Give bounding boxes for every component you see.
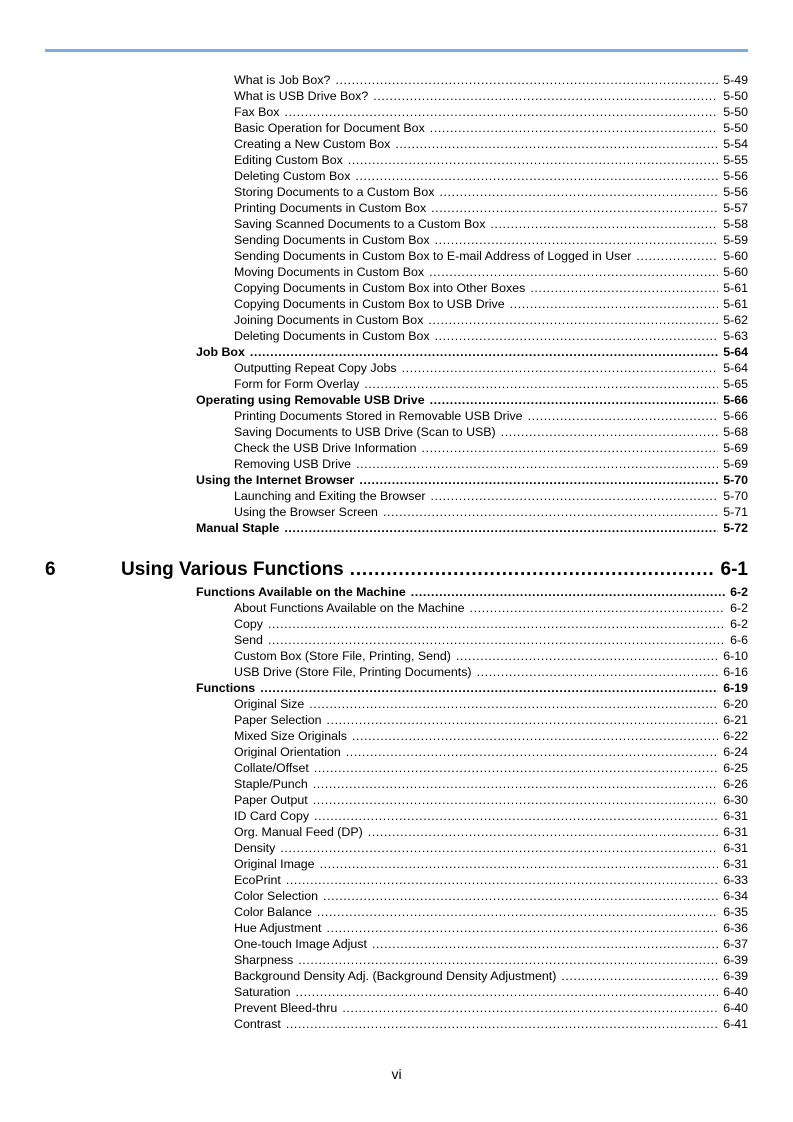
dot-leader	[490, 216, 718, 232]
toc-entry-title: Printing Documents in Custom Box	[234, 201, 427, 215]
toc-entry-page: 5-70	[723, 473, 748, 487]
toc-entry-page: 6-40	[723, 1001, 748, 1015]
toc-entry-title: Storing Documents to a Custom Box	[234, 185, 435, 199]
toc-entry-page: 5-69	[723, 457, 748, 471]
toc-entry-page: 6-24	[723, 745, 748, 759]
dot-leader	[428, 312, 718, 328]
toc-entry[interactable]	[0, 232, 748, 248]
dot-leader	[313, 776, 718, 792]
toc-entry[interactable]	[0, 808, 748, 824]
toc-entry-page: 6-16	[723, 665, 748, 679]
dot-leader	[372, 936, 718, 952]
toc-entry-page: 6-35	[723, 905, 748, 919]
dot-leader	[636, 248, 718, 264]
toc-entry-title: Send	[234, 633, 263, 647]
toc-entry-title: Saving Scanned Documents to a Custom Box	[234, 217, 486, 231]
toc-entry-page: 5-60	[723, 249, 748, 263]
toc-entry-title: Copying Documents in Custom Box into Other Boxes	[234, 281, 526, 295]
dot-leader	[528, 408, 719, 424]
dot-leader	[286, 1016, 718, 1032]
toc-entry-page: 6-31	[723, 825, 748, 839]
toc-entry-title: Outputting Repeat Copy Jobs	[234, 361, 397, 375]
toc-entry-page: 6-34	[723, 889, 748, 903]
dot-leader	[429, 264, 718, 280]
toc-entry-page: 5-50	[723, 105, 748, 119]
toc-entry[interactable]	[0, 1000, 748, 1016]
toc-entry-page: 5-49	[723, 73, 748, 87]
dot-leader	[298, 952, 718, 968]
toc-entry[interactable]	[0, 488, 748, 504]
toc-entry-title: Editing Custom Box	[234, 153, 343, 167]
toc-entry[interactable]	[0, 216, 748, 232]
toc-entry[interactable]	[0, 104, 748, 120]
dot-leader	[431, 200, 718, 216]
toc-entry-title: ID Card Copy	[234, 809, 310, 823]
toc-entry[interactable]	[0, 840, 748, 856]
toc-entry-title: Paper Output	[234, 793, 308, 807]
toc-entry-title: Original Image	[234, 857, 315, 871]
toc-entry-title: Basic Operation for Document Box	[234, 121, 425, 135]
dot-leader	[250, 344, 718, 360]
toc-entry-title: Original Orientation	[234, 745, 341, 759]
toc-entry-title: Launching and Exiting the Browser	[234, 489, 426, 503]
toc-section-entry[interactable]	[0, 520, 748, 536]
toc-entry-title: Printing Documents Stored in Removable USB Drive	[234, 409, 523, 423]
toc-entry-page: 5-66	[723, 409, 748, 423]
toc-entry-page: 5-66	[723, 393, 748, 407]
toc-entry[interactable]	[0, 904, 748, 920]
dot-leader	[326, 712, 718, 728]
toc-entry[interactable]	[0, 888, 748, 904]
toc-entry[interactable]	[0, 824, 748, 840]
toc-entry[interactable]	[0, 376, 748, 392]
toc-entry-page: 5-50	[723, 121, 748, 135]
toc-entry[interactable]	[0, 456, 748, 472]
toc-entry[interactable]	[0, 632, 748, 648]
toc-entry-title: EcoPrint	[234, 873, 281, 887]
toc-entry-title: One-touch Image Adjust	[234, 937, 367, 951]
toc-entry[interactable]	[0, 504, 748, 520]
toc-entry-title: Sending Documents in Custom Box to E-mail Address of Logged in User	[234, 249, 632, 263]
toc-entry-page: 5-62	[723, 313, 748, 327]
dot-leader	[350, 557, 715, 583]
toc-entry-page: 6-21	[723, 713, 748, 727]
toc-entry-title: Operating using Removable USB Drive	[196, 393, 425, 407]
toc-section-entry[interactable]	[0, 680, 748, 696]
toc-entry[interactable]	[0, 952, 748, 968]
toc-entry[interactable]	[0, 440, 748, 456]
toc-entry[interactable]	[0, 856, 748, 872]
toc-section-entry[interactable]	[0, 392, 748, 408]
toc-entry-page: 5-64	[723, 361, 748, 375]
toc-entry[interactable]	[0, 792, 748, 808]
toc-entry-page: 5-54	[723, 137, 748, 151]
chapter-title: Using Various Functions	[121, 559, 344, 580]
dot-leader	[284, 520, 718, 536]
dot-leader	[313, 792, 718, 808]
toc-entry[interactable]	[0, 136, 748, 152]
toc-entry-title: Functions	[196, 681, 256, 695]
toc-entry[interactable]	[0, 744, 748, 760]
toc-entry-title: Paper Selection	[234, 713, 322, 727]
toc-entry[interactable]	[0, 664, 748, 680]
toc-entry[interactable]	[0, 776, 748, 792]
toc-entry[interactable]	[0, 760, 748, 776]
dot-leader	[323, 888, 718, 904]
toc-entry-page: 6-22	[723, 729, 748, 743]
toc-entry-page: 5-60	[723, 265, 748, 279]
toc-entry-page: 6-31	[723, 857, 748, 871]
toc-entry-title: Deleting Documents in Custom Box	[234, 329, 430, 343]
dot-leader	[411, 584, 725, 600]
toc-entry-title: Saving Documents to USB Drive (Scan to USB)	[234, 425, 496, 439]
toc-entry[interactable]	[0, 936, 748, 952]
toc-entry[interactable]	[0, 88, 748, 104]
dot-leader	[530, 280, 718, 296]
toc-entry-title: Contrast	[234, 1017, 281, 1031]
dot-leader	[456, 648, 718, 664]
toc-entry-page: 6-26	[723, 777, 748, 791]
dot-leader	[430, 392, 719, 408]
dot-leader	[268, 616, 725, 632]
toc-entry-title: Check the USB Drive Information	[234, 441, 417, 455]
toc-entry-page: 6-40	[723, 985, 748, 999]
toc-entry-title: Functions Available on the Machine	[196, 585, 406, 599]
toc-upper-section	[0, 72, 793, 536]
dot-leader	[510, 296, 719, 312]
dot-leader	[364, 376, 718, 392]
toc-entry[interactable]	[0, 120, 748, 136]
dot-leader	[352, 728, 718, 744]
toc-entry[interactable]	[0, 184, 748, 200]
toc-entry-page: 5-69	[723, 441, 748, 455]
toc-entry-title: Creating a New Custom Box	[234, 137, 391, 151]
toc-entry[interactable]	[0, 360, 748, 376]
toc-entry-title: Prevent Bleed-thru	[234, 1001, 338, 1015]
dot-leader	[286, 872, 718, 888]
toc-entry-title: Density	[234, 841, 276, 855]
dot-leader	[320, 856, 719, 872]
toc-entry-title: Using the Browser Screen	[234, 505, 378, 519]
dot-leader	[260, 680, 718, 696]
toc-entry-page: 6-31	[723, 809, 748, 823]
toc-entry-page: 5-64	[723, 345, 748, 359]
toc-entry-title: Org. Manual Feed (DP)	[234, 825, 363, 839]
toc-entry[interactable]	[0, 648, 748, 664]
dot-leader	[355, 168, 718, 184]
dot-leader	[470, 600, 726, 616]
toc-section-entry[interactable]	[0, 472, 748, 488]
toc-entry[interactable]	[0, 920, 748, 936]
dot-leader	[431, 488, 719, 504]
toc-entry-title: Moving Documents in Custom Box	[234, 265, 425, 279]
toc-entry-page: 5-58	[723, 217, 748, 231]
page-number: vi	[391, 1066, 402, 1082]
toc-entry-title: Form for Form Overlay	[234, 377, 360, 391]
toc-entry-title: Manual Staple	[196, 521, 280, 535]
toc-entry[interactable]	[0, 968, 748, 984]
dot-leader	[435, 328, 719, 344]
toc-entry-page: 5-70	[723, 489, 748, 503]
toc-entry-title: Copying Documents in Custom Box to USB Drive	[234, 297, 505, 311]
toc-entry-page: 6-36	[723, 921, 748, 935]
dot-leader	[280, 840, 718, 856]
toc-entry[interactable]	[0, 72, 748, 88]
toc-entry-page: 6-31	[723, 841, 748, 855]
toc-entry[interactable]	[0, 872, 748, 888]
toc-entry[interactable]	[0, 248, 748, 264]
toc-entry-page: 6-37	[723, 937, 748, 951]
dot-leader	[422, 440, 719, 456]
toc-entry-title: Color Selection	[234, 889, 319, 903]
toc-entry-page: 6-19	[723, 681, 748, 695]
toc-entry-title: Original Size	[234, 697, 305, 711]
toc-lower-section	[0, 584, 793, 1032]
dot-leader	[326, 920, 718, 936]
toc-entry[interactable]	[0, 264, 748, 280]
toc-entry-page: 5-50	[723, 89, 748, 103]
dot-leader	[309, 696, 718, 712]
toc-entry[interactable]	[0, 312, 748, 328]
toc-entry[interactable]	[0, 296, 748, 312]
toc-entry[interactable]	[0, 408, 748, 424]
toc-entry-page: 6-25	[723, 761, 748, 775]
toc-entry-page: 6-33	[723, 873, 748, 887]
chapter-number: 6	[45, 559, 56, 580]
toc-entry[interactable]	[0, 328, 748, 344]
dot-leader	[342, 1000, 718, 1016]
toc-entry-page: 6-39	[723, 953, 748, 967]
toc-entry-title: Sending Documents in Custom Box	[234, 233, 430, 247]
toc-entry-page: 5-65	[723, 377, 748, 391]
toc-entry-page: 6-2	[730, 617, 748, 631]
toc-entry[interactable]	[0, 712, 748, 728]
toc-entry-title: Copy	[234, 617, 263, 631]
toc-entry-page: 5-71	[723, 505, 748, 519]
toc-section-entry[interactable]	[0, 584, 748, 600]
toc-entry[interactable]	[0, 152, 748, 168]
toc-entry[interactable]	[0, 280, 748, 296]
chapter-title-line	[121, 557, 748, 583]
toc-entry-page: 5-61	[723, 297, 748, 311]
dot-leader	[501, 424, 719, 440]
toc-entry-title: Job Box	[196, 345, 245, 359]
toc-entry[interactable]	[0, 1016, 748, 1032]
dot-leader	[368, 824, 718, 840]
toc-entry-page: 6-10	[723, 649, 748, 663]
toc-entry[interactable]	[0, 728, 748, 744]
toc-entry-title: Joining Documents in Custom Box	[234, 313, 424, 327]
dot-leader	[335, 72, 718, 88]
header-rule	[45, 49, 748, 52]
toc-entry-title: Color Balance	[234, 905, 312, 919]
dot-leader	[402, 360, 719, 376]
toc-entry-page: 5-61	[723, 281, 748, 295]
toc-entry-page: 6-2	[730, 601, 748, 615]
chapter-heading[interactable]	[0, 557, 748, 583]
toc-entry-page: 5-68	[723, 425, 748, 439]
toc-entry-title: USB Drive (Store File, Printing Documents)	[234, 665, 472, 679]
toc-entry-title: Using the Internet Browser	[196, 473, 355, 487]
dot-leader	[348, 152, 718, 168]
dot-leader	[314, 760, 718, 776]
toc-entry-page: 6-6	[730, 633, 748, 647]
toc-entry-title: Collate/Offset	[234, 761, 309, 775]
dot-leader	[435, 232, 719, 248]
toc-entry-title: Staple/Punch	[234, 777, 308, 791]
toc-entry-page: 5-63	[723, 329, 748, 343]
toc-entry-title: Custom Box (Store File, Printing, Send)	[234, 649, 451, 663]
toc-entry-title: Saturation	[234, 985, 291, 999]
toc-entry-page: 5-56	[723, 185, 748, 199]
dot-leader	[430, 120, 718, 136]
toc-entry[interactable]	[0, 696, 748, 712]
toc-entry[interactable]	[0, 168, 748, 184]
toc-entry-page: 5-72	[723, 521, 748, 535]
dot-leader	[317, 904, 718, 920]
toc-entry[interactable]	[0, 200, 748, 216]
dot-leader	[284, 104, 718, 120]
toc-entry[interactable]	[0, 600, 748, 616]
toc-entry-page: 6-41	[723, 1017, 748, 1031]
toc-entry-title: What is Job Box?	[234, 73, 331, 87]
dot-leader	[295, 984, 718, 1000]
dot-leader	[268, 632, 725, 648]
dot-leader	[395, 136, 718, 152]
toc-entry-page: 6-39	[723, 969, 748, 983]
toc-entry-page: 5-57	[723, 201, 748, 215]
toc-entry-title: Deleting Custom Box	[234, 169, 351, 183]
toc-section-entry[interactable]	[0, 344, 748, 360]
dot-leader	[477, 664, 719, 680]
toc-entry-title: About Functions Available on the Machine	[234, 601, 465, 615]
dot-leader	[356, 456, 718, 472]
chapter-page: 6-1	[720, 559, 748, 580]
toc-entry-title: Background Density Adj. (Background Density Adjustment)	[234, 969, 557, 983]
toc-entry[interactable]	[0, 424, 748, 440]
toc-entry-page: 5-55	[723, 153, 748, 167]
toc-entry-title: What is USB Drive Box?	[234, 89, 369, 103]
dot-leader	[346, 744, 718, 760]
dot-leader	[439, 184, 718, 200]
toc-entry-page: 6-20	[723, 697, 748, 711]
toc-entry-page: 6-2	[730, 585, 748, 599]
toc-entry-page: 5-59	[723, 233, 748, 247]
toc-entry-title: Mixed Size Originals	[234, 729, 347, 743]
toc-entry-title: Sharpness	[234, 953, 294, 967]
toc-entry[interactable]	[0, 616, 748, 632]
toc-entry-title: Removing USB Drive	[234, 457, 352, 471]
dot-leader	[383, 504, 718, 520]
dot-leader	[314, 808, 718, 824]
toc-entry-page: 5-56	[723, 169, 748, 183]
dot-leader	[359, 472, 718, 488]
dot-leader	[561, 968, 718, 984]
toc-entry[interactable]	[0, 984, 748, 1000]
toc-entry-page: 6-30	[723, 793, 748, 807]
toc-entry-title: Fax Box	[234, 105, 280, 119]
dot-leader	[373, 88, 718, 104]
toc-entry-title: Hue Adjustment	[234, 921, 322, 935]
